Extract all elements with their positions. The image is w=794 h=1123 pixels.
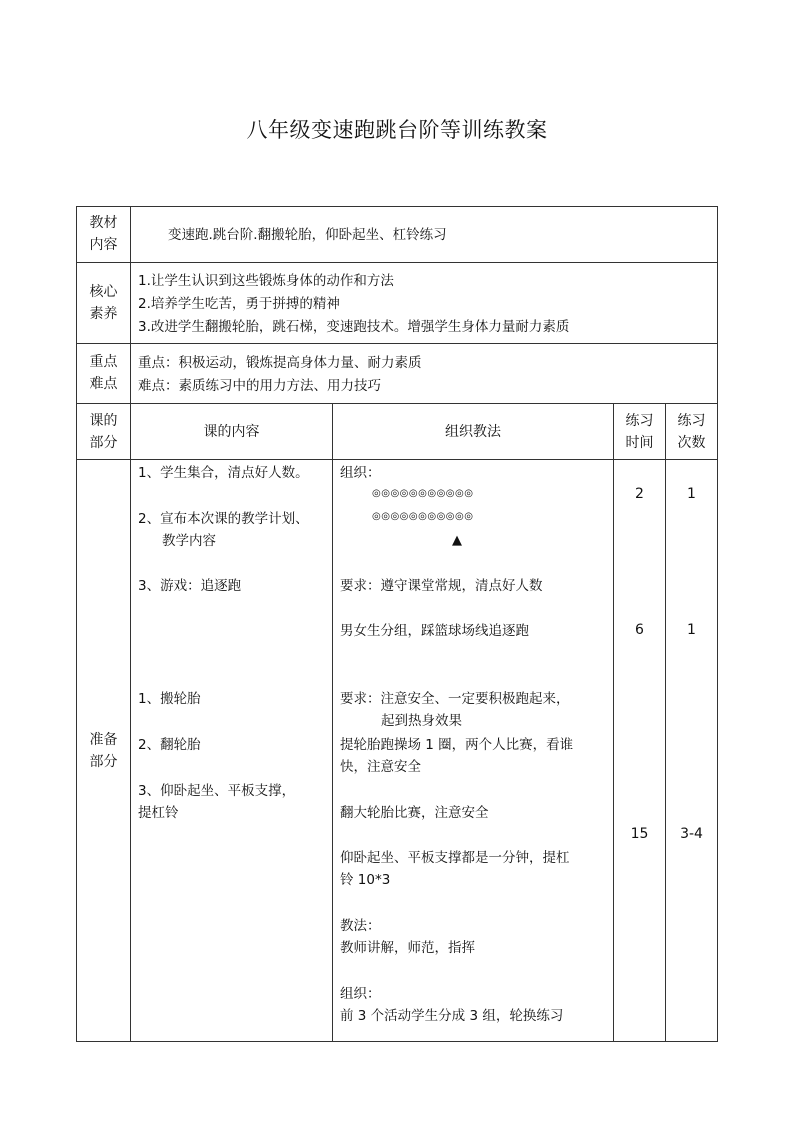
method-line: 组织： [340,465,381,481]
method-line: 前 3 个活动学生分成 3 组，轮换练习 [340,1008,564,1024]
label-column-divider [130,206,131,1042]
header-count: 练习 次数 [677,413,706,451]
method-line: 教师讲解，师范，指挥 [340,940,475,956]
material-label: 教材 内容 [89,215,118,253]
method-line: 铃 10*3 [340,872,391,888]
practice-count: 1 [687,486,696,502]
method-line: 教法： [340,918,381,934]
student-formation-row: ◎◎◎◎◎◎◎◎◎◎◎ [372,511,474,522]
method-line: 要求：遵守课堂常规，清点好人数 [340,578,543,594]
row-divider [76,262,718,263]
table-border-top [76,206,718,207]
key-point: 重点：积极运动，锻炼提高身体力量、耐力素质 [138,355,422,371]
table-border-right [717,206,718,1042]
method-line: 提轮胎跑操场 1 圈，两个人比赛，看谁 [340,737,574,753]
row-divider [76,403,718,404]
content-item: 提杠铃 [138,805,179,821]
core-label: 核心 素养 [89,284,118,322]
key-label: 重点 难点 [89,354,118,392]
student-formation-row: ◎◎◎◎◎◎◎◎◎◎◎ [372,488,474,499]
core-line-3: 3.改进学生翻搬轮胎，跳石梯，变速跑技术。增强学生身体力量耐力素质 [138,319,570,335]
core-line-2: 2.培养学生吃苦，勇于拼搏的精神 [138,296,340,312]
header-method: 组织教法 [445,424,501,440]
header-part: 课的 部分 [89,413,118,451]
core-line-1: 1.让学生认识到这些锻炼身体的动作和方法 [138,273,394,289]
material-content: 变速跑.跳台阶.翻搬轮胎，仰卧起坐、杠铃练习 [168,227,447,243]
table-border-left [76,206,77,1042]
row-divider [76,343,718,344]
content-item: 1、搬轮胎 [138,691,201,707]
prep-label: 准备 部分 [89,732,118,770]
page-title: 八年级变速跑跳台阶等训练教案 [246,118,548,142]
method-line: 翻大轮胎比赛，注意安全 [340,805,489,821]
method-line: 男女生分组，踩篮球场线追逐跑 [340,623,529,639]
content-item: 1、学生集合，清点好人数。 [138,465,309,481]
row-divider [76,459,718,460]
difficult-point: 难点：素质练习中的用力方法、用力技巧 [138,378,381,394]
table-border-bottom [76,1041,718,1042]
content-item: 3、游戏：追逐跑 [138,578,242,594]
lesson-plan-table [76,206,718,1042]
method-line: 起到热身效果 [381,713,462,729]
method-line: 快，注意安全 [340,759,421,775]
teacher-position-marker: ▲ [452,533,462,548]
practice-count: 3-4 [680,826,703,842]
method-line: 要求：注意安全、一定要积极跑起来， [340,691,570,707]
header-content: 课的内容 [203,424,260,440]
practice-time: 15 [630,826,649,842]
method-line: 组织： [340,986,381,1002]
header-time: 练习 时间 [625,413,654,451]
practice-time: 2 [635,486,644,502]
practice-time: 6 [635,622,644,638]
practice-count: 1 [687,622,696,638]
content-item: 2、翻轮胎 [138,737,201,753]
method-line: 仰卧起坐、平板支撑都是一分钟，提杠 [340,850,570,866]
content-item: 3、仰卧起坐、平板支撑， [138,783,296,799]
column-divider [332,403,333,1042]
content-item: 2、宣布本次课的教学计划、 [138,511,309,527]
content-item: 教学内容 [162,533,216,549]
